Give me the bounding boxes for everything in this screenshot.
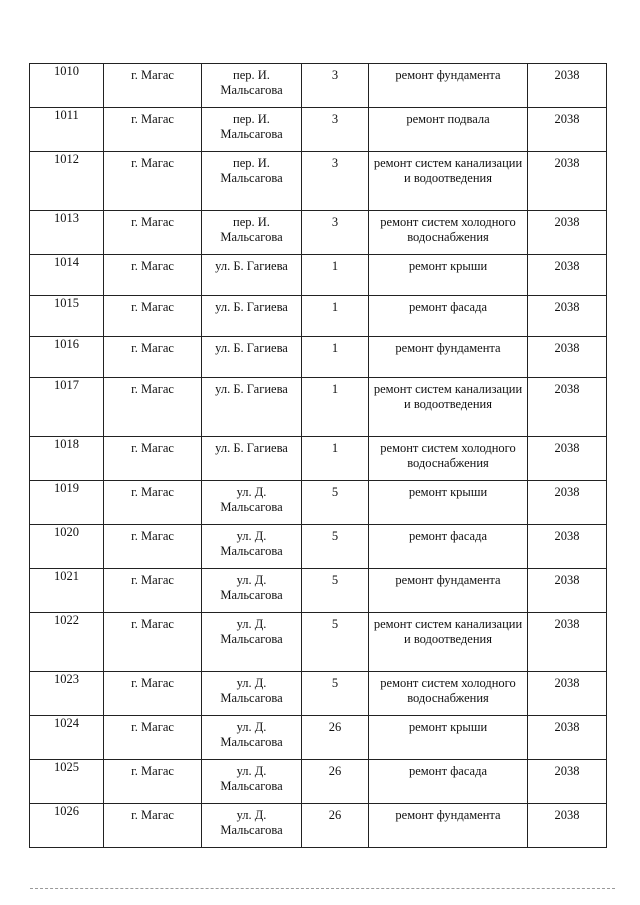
work-type-cell: ремонт систем канализации и водоотведения <box>369 613 528 672</box>
street-cell: пер. И. Мальсагова <box>202 152 302 211</box>
work-type-cell: ремонт крыши <box>369 716 528 760</box>
row-number-cell: 1015 <box>30 296 104 337</box>
house-number-cell: 3 <box>302 152 369 211</box>
year-cell: 2038 <box>528 760 607 804</box>
street-cell: ул. Д. Мальсагова <box>202 569 302 613</box>
table-row <box>30 481 607 525</box>
street-cell: ул. Б. Гагиева <box>202 337 302 378</box>
year-cell: 2038 <box>528 569 607 613</box>
city-cell: г. Магас <box>104 716 202 760</box>
house-number-cell: 1 <box>302 255 369 296</box>
row-number-cell: 1010 <box>30 64 104 108</box>
city-cell: г. Магас <box>104 804 202 848</box>
house-number-cell: 5 <box>302 525 369 569</box>
year-cell: 2038 <box>528 152 607 211</box>
house-number-cell: 26 <box>302 760 369 804</box>
row-number-cell: 1019 <box>30 481 104 525</box>
table-row <box>30 337 607 378</box>
house-number-cell: 3 <box>302 64 369 108</box>
city-cell: г. Магас <box>104 613 202 672</box>
house-number-cell: 1 <box>302 296 369 337</box>
table-row <box>30 613 607 672</box>
row-number-cell: 1024 <box>30 716 104 760</box>
year-cell: 2038 <box>528 296 607 337</box>
city-cell: г. Магас <box>104 337 202 378</box>
year-cell: 2038 <box>528 716 607 760</box>
street-cell: пер. И. Мальсагова <box>202 64 302 108</box>
year-cell: 2038 <box>528 64 607 108</box>
row-number-cell: 1013 <box>30 211 104 255</box>
row-number-cell: 1011 <box>30 108 104 152</box>
city-cell: г. Магас <box>104 437 202 481</box>
year-cell: 2038 <box>528 613 607 672</box>
year-cell: 2038 <box>528 255 607 296</box>
table-row <box>30 672 607 716</box>
year-cell: 2038 <box>528 481 607 525</box>
house-number-cell: 5 <box>302 613 369 672</box>
street-cell: ул. Д. Мальсагова <box>202 716 302 760</box>
work-type-cell: ремонт систем канализации и водоотведения <box>369 378 528 437</box>
row-number-cell: 1026 <box>30 804 104 848</box>
city-cell: г. Магас <box>104 378 202 437</box>
house-number-cell: 1 <box>302 378 369 437</box>
row-number-cell: 1021 <box>30 569 104 613</box>
house-number-cell: 26 <box>302 804 369 848</box>
table-row <box>30 437 607 481</box>
repair-schedule-table <box>29 63 607 848</box>
row-number-cell: 1012 <box>30 152 104 211</box>
table-row <box>30 760 607 804</box>
work-type-cell: ремонт систем канализации и водоотведения <box>369 152 528 211</box>
work-type-cell: ремонт систем холодного водоснабжения <box>369 672 528 716</box>
city-cell: г. Магас <box>104 672 202 716</box>
work-type-cell: ремонт фундамента <box>369 64 528 108</box>
house-number-cell: 26 <box>302 716 369 760</box>
house-number-cell: 5 <box>302 672 369 716</box>
house-number-cell: 3 <box>302 211 369 255</box>
table-row <box>30 64 607 108</box>
street-cell: ул. Б. Гагиева <box>202 378 302 437</box>
year-cell: 2038 <box>528 525 607 569</box>
work-type-cell: ремонт систем холодного водоснабжения <box>369 437 528 481</box>
street-cell: ул. Б. Гагиева <box>202 296 302 337</box>
city-cell: г. Магас <box>104 255 202 296</box>
table-row <box>30 211 607 255</box>
city-cell: г. Магас <box>104 525 202 569</box>
table-row <box>30 378 607 437</box>
table-row <box>30 255 607 296</box>
street-cell: ул. Б. Гагиева <box>202 255 302 296</box>
row-number-cell: 1014 <box>30 255 104 296</box>
row-number-cell: 1023 <box>30 672 104 716</box>
street-cell: пер. И. Мальсагова <box>202 211 302 255</box>
row-number-cell: 1017 <box>30 378 104 437</box>
year-cell: 2038 <box>528 378 607 437</box>
year-cell: 2038 <box>528 337 607 378</box>
table-row <box>30 716 607 760</box>
house-number-cell: 5 <box>302 481 369 525</box>
table-body <box>30 64 607 848</box>
work-type-cell: ремонт крыши <box>369 481 528 525</box>
year-cell: 2038 <box>528 211 607 255</box>
street-cell: ул. Д. Мальсагова <box>202 760 302 804</box>
table-row <box>30 569 607 613</box>
work-type-cell: ремонт фасада <box>369 525 528 569</box>
page-bottom-divider <box>30 888 615 890</box>
city-cell: г. Магас <box>104 296 202 337</box>
work-type-cell: ремонт крыши <box>369 255 528 296</box>
city-cell: г. Магас <box>104 152 202 211</box>
table-row <box>30 152 607 211</box>
work-type-cell: ремонт систем холодного водоснабжения <box>369 211 528 255</box>
city-cell: г. Магас <box>104 64 202 108</box>
work-type-cell: ремонт подвала <box>369 108 528 152</box>
year-cell: 2038 <box>528 437 607 481</box>
work-type-cell: ремонт фундамента <box>369 804 528 848</box>
work-type-cell: ремонт фасада <box>369 760 528 804</box>
work-type-cell: ремонт фасада <box>369 296 528 337</box>
street-cell: ул. Д. Мальсагова <box>202 613 302 672</box>
table-row <box>30 108 607 152</box>
table-row <box>30 525 607 569</box>
table-row <box>30 804 607 848</box>
city-cell: г. Магас <box>104 211 202 255</box>
house-number-cell: 3 <box>302 108 369 152</box>
street-cell: ул. Д. Мальсагова <box>202 525 302 569</box>
row-number-cell: 1018 <box>30 437 104 481</box>
city-cell: г. Магас <box>104 569 202 613</box>
row-number-cell: 1025 <box>30 760 104 804</box>
street-cell: пер. И. Мальсагова <box>202 108 302 152</box>
house-number-cell: 5 <box>302 569 369 613</box>
year-cell: 2038 <box>528 672 607 716</box>
row-number-cell: 1022 <box>30 613 104 672</box>
work-type-cell: ремонт фундамента <box>369 569 528 613</box>
house-number-cell: 1 <box>302 437 369 481</box>
street-cell: ул. Д. Мальсагова <box>202 481 302 525</box>
city-cell: г. Магас <box>104 481 202 525</box>
house-number-cell: 1 <box>302 337 369 378</box>
year-cell: 2038 <box>528 108 607 152</box>
street-cell: ул. Д. Мальсагова <box>202 804 302 848</box>
table-row <box>30 296 607 337</box>
street-cell: ул. Д. Мальсагова <box>202 672 302 716</box>
street-cell: ул. Б. Гагиева <box>202 437 302 481</box>
row-number-cell: 1016 <box>30 337 104 378</box>
city-cell: г. Магас <box>104 760 202 804</box>
row-number-cell: 1020 <box>30 525 104 569</box>
city-cell: г. Магас <box>104 108 202 152</box>
year-cell: 2038 <box>528 804 607 848</box>
work-type-cell: ремонт фундамента <box>369 337 528 378</box>
